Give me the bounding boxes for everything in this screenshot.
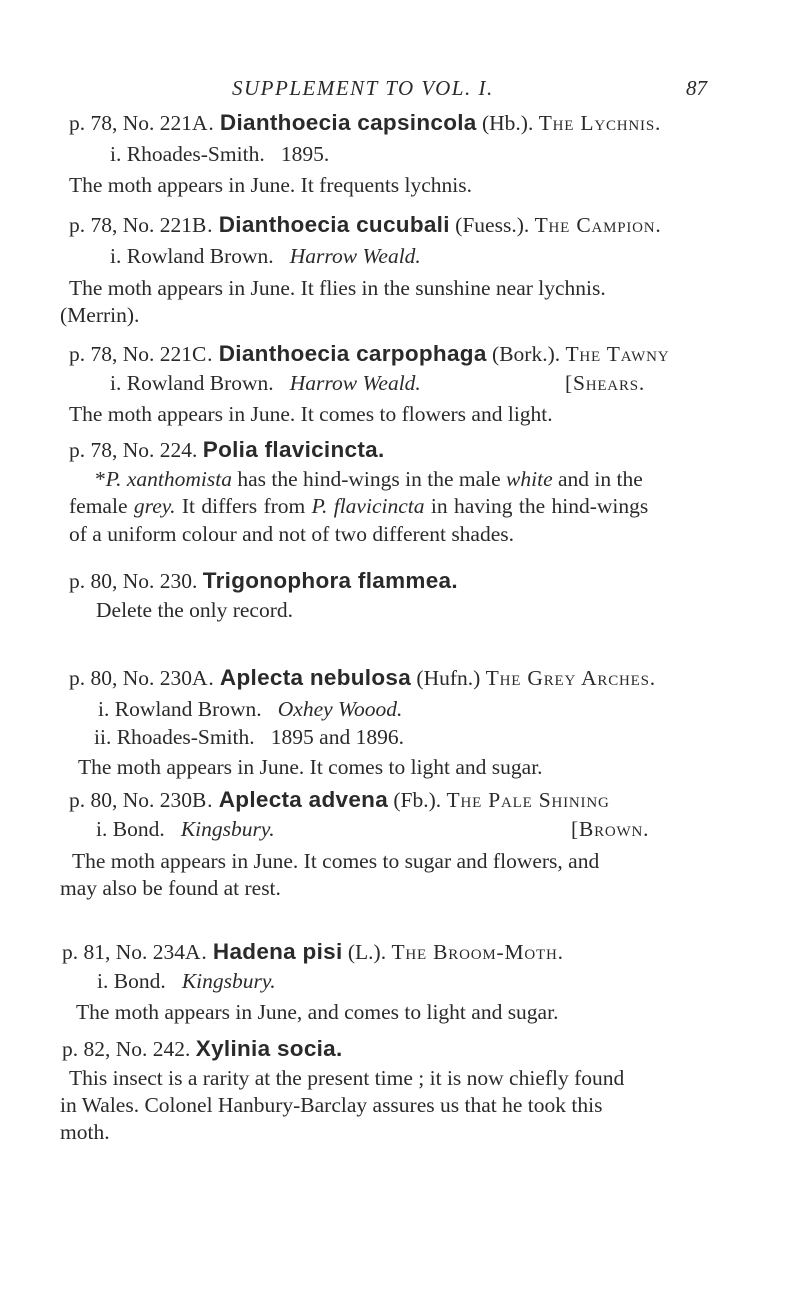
- entry-ref: p. 78, No. 224.: [69, 438, 198, 462]
- record-locality: Kingsbury.: [181, 969, 276, 993]
- entry-heading: [62, 1038, 343, 1061]
- species-name: Xylinia socia.: [195, 1036, 343, 1061]
- common-name: The Broom-Moth.: [391, 940, 564, 964]
- emphasis: grey.: [133, 494, 176, 518]
- record-years: 1895.: [280, 142, 330, 166]
- entry-heading: [69, 214, 662, 237]
- description-line: The moth appears in June. It frequents lychnis.: [69, 173, 473, 197]
- recorder-name: Bond.: [113, 969, 166, 993]
- recorder-note: [Brown.: [571, 817, 650, 841]
- species-author: (Fb.).: [393, 788, 442, 812]
- entry-heading: [69, 570, 458, 593]
- record-line: [94, 727, 404, 749]
- species-author: (Fuess.).: [455, 213, 530, 237]
- record-line: [98, 699, 402, 721]
- entry-ref: p. 81, No. 234: [62, 940, 186, 964]
- recorder-name: Rowland Brown.: [126, 244, 274, 268]
- recorder-name: Rowland Brown.: [114, 697, 262, 721]
- footnote-star: *: [95, 467, 106, 491]
- record-number: i.: [110, 244, 122, 268]
- record-line: [96, 819, 275, 841]
- entry-heading: [69, 112, 661, 135]
- entry-ref: p. 78, No. 221: [69, 111, 193, 135]
- recorder-name: Bond.: [112, 817, 165, 841]
- entry-ref-suffix: C.: [192, 342, 214, 366]
- species-name: Polia flavicincta.: [202, 437, 385, 462]
- description-line: The moth appears in June, and comes to light and sugar.: [76, 1000, 559, 1024]
- record-number: i.: [110, 371, 122, 395]
- entry-ref: p. 82, No. 242.: [62, 1037, 191, 1061]
- text-line: in Wales. Colonel Hanbury-Barclay assures us that he took this: [60, 1093, 603, 1117]
- text-span: and in the: [552, 467, 643, 491]
- entry-heading: [69, 789, 610, 812]
- text-span: has the hind-wings in the male: [231, 467, 507, 491]
- recorder-name: Rhoades-Smith.: [126, 142, 265, 166]
- text-line: [95, 469, 643, 491]
- emphasis: white: [506, 467, 553, 491]
- description-line: The moth appears in June. It comes to light and sugar.: [78, 755, 543, 779]
- record-number: ii.: [94, 725, 112, 749]
- running-title: SUPPLEMENT TO VOL. I.: [232, 76, 494, 100]
- entry-heading: [69, 667, 656, 690]
- recorder-note: [Shears.: [565, 371, 646, 395]
- description-line: (Merrin).: [60, 303, 140, 327]
- common-name: The Campion.: [534, 213, 662, 237]
- species-name: Trigonophora flammea.: [202, 568, 458, 593]
- species-ref: P. xanthomista: [105, 467, 232, 491]
- text-line: of a uniform colour and not of two different shades.: [69, 522, 515, 546]
- record-locality: Kingsbury.: [180, 817, 275, 841]
- entry-heading: [62, 941, 564, 964]
- description-line: The moth appears in June. It comes to sugar and flowers, and: [72, 849, 600, 873]
- record-line: [110, 246, 421, 268]
- text-span: in having the hind-wings: [424, 494, 649, 518]
- species-author: (Hb.).: [481, 111, 534, 135]
- entry-ref: p. 80, No. 230: [69, 788, 193, 812]
- species-name: Dianthoecia capsincola: [219, 110, 477, 135]
- common-name: The Lychnis.: [538, 111, 662, 135]
- text-line: moth.: [60, 1120, 110, 1144]
- description-line: The moth appears in June. It flies in the sunshine near lychnis.: [69, 276, 606, 300]
- species-name: Aplecta nebulosa: [219, 665, 412, 690]
- record-number: i.: [97, 969, 109, 993]
- species-author: (L.).: [347, 940, 387, 964]
- text-span: It differs from: [175, 494, 312, 518]
- entry-ref: p. 80, No. 230.: [69, 569, 198, 593]
- species-name: Aplecta advena: [218, 787, 389, 812]
- text-span: female: [69, 494, 134, 518]
- page-number: 87: [686, 76, 707, 100]
- recorder-name: Rhoades-Smith.: [116, 725, 255, 749]
- entry-ref: p. 78, No. 221: [69, 342, 193, 366]
- record-number: i.: [96, 817, 108, 841]
- entry-heading: [69, 439, 385, 462]
- text-line: [69, 496, 648, 518]
- recorder-name: Rowland Brown.: [126, 371, 274, 395]
- species-ref: P. flavicincta: [311, 494, 425, 518]
- entry-ref-suffix: A.: [192, 111, 215, 135]
- entry-ref-suffix: B.: [192, 788, 214, 812]
- common-name: The Pale Shining: [446, 788, 610, 812]
- record-years: 1895 and 1896.: [270, 725, 404, 749]
- species-name: Dianthoecia cucubali: [218, 212, 450, 237]
- entry-ref: p. 78, No. 221: [69, 213, 193, 237]
- text-line: This insect is a rarity at the present time ; it is now chiefly found: [69, 1066, 625, 1090]
- common-name: The Tawny: [565, 342, 670, 366]
- record-line: [110, 373, 421, 395]
- record-locality: Oxhey Woood.: [277, 697, 403, 721]
- entry-ref-suffix: A.: [185, 940, 208, 964]
- description-line: The moth appears in June. It comes to flowers and light.: [69, 402, 553, 426]
- entry-ref: p. 80, No. 230: [69, 666, 193, 690]
- record-line: [97, 971, 276, 993]
- record-number: i.: [98, 697, 110, 721]
- species-author: (Hufn.): [416, 666, 481, 690]
- record-line: [110, 144, 329, 166]
- entry-ref-suffix: B.: [192, 213, 214, 237]
- record-locality: Harrow Weald.: [289, 244, 421, 268]
- entry-heading: [69, 343, 669, 366]
- species-name: Hadena pisi: [212, 939, 343, 964]
- common-name: The Grey Arches.: [485, 666, 656, 690]
- entry-ref-suffix: A.: [192, 666, 215, 690]
- page-header: [0, 76, 800, 110]
- record-number: i.: [110, 142, 122, 166]
- description-line: may also be found at rest.: [60, 876, 281, 900]
- record-locality: Harrow Weald.: [289, 371, 421, 395]
- species-author: (Bork.).: [492, 342, 561, 366]
- species-name: Dianthoecia carpophaga: [218, 341, 487, 366]
- text-line: Delete the only record.: [96, 598, 293, 622]
